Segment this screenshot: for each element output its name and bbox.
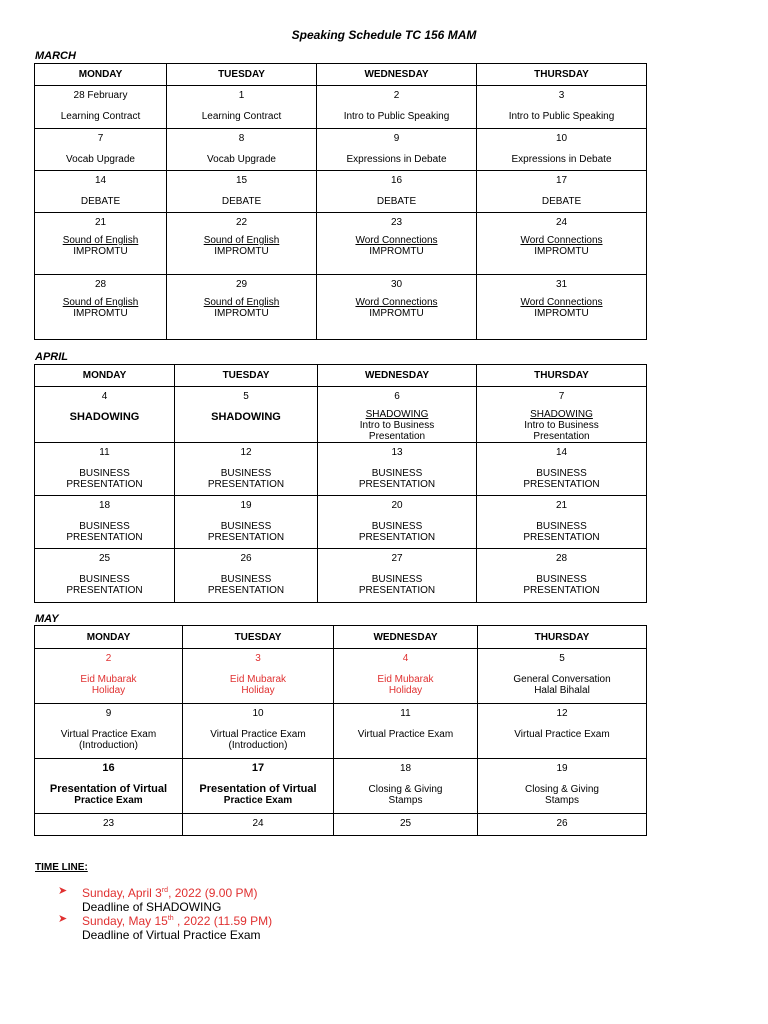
header-monday: MONDAY (35, 64, 167, 86)
date-number: 26 (240, 553, 252, 564)
activity-label: BUSINESS (79, 574, 130, 585)
schedule-cell (167, 129, 317, 171)
date-number: 19 (240, 500, 252, 511)
date-number: 5 (559, 653, 565, 664)
may-table (34, 625, 647, 836)
activity-label: SHADOWING (69, 411, 140, 423)
date-number: 16 (390, 175, 403, 186)
activity-label-2: Holiday (388, 685, 423, 696)
schedule-cell (175, 549, 318, 603)
date-number: 13 (391, 447, 403, 458)
date-number: 10 (252, 708, 264, 719)
date-number: 25 (399, 818, 412, 829)
date-number: 11 (400, 708, 411, 719)
schedule-cell (478, 814, 647, 836)
activity-label-2: Practice Exam (74, 795, 143, 806)
activity-label-2: (Introduction) (79, 740, 138, 751)
schedule-cell (35, 649, 183, 704)
schedule-cell (167, 86, 317, 129)
date-number: 7 (558, 391, 565, 402)
activity-label-2: PRESENTATION (66, 479, 143, 490)
activity-label: Intro to Public Speaking (343, 111, 450, 122)
page-title: Speaking Schedule TC 156 MAM (291, 28, 477, 42)
table-row (35, 759, 647, 814)
header-thursday: THURSDAY (477, 64, 647, 86)
schedule-cell (35, 496, 175, 549)
date-number: 21 (94, 217, 107, 228)
header-thursday: THURSDAY (478, 626, 647, 649)
table-row (35, 814, 647, 836)
date-number: 21 (555, 500, 568, 511)
activity-topic: SHADOWING (365, 409, 429, 420)
schedule-cell (478, 759, 647, 814)
schedule-cell (167, 171, 317, 213)
activity-topic: Word Connections (520, 235, 603, 246)
activity-topic: Sound of English (203, 297, 280, 308)
activity-topic: Sound of English (62, 297, 139, 308)
date-number: 18 (98, 500, 111, 511)
schedule-cell (478, 649, 647, 704)
table-header-row (35, 626, 647, 649)
schedule-cell (318, 549, 477, 603)
table-row (35, 171, 647, 213)
table-row (35, 213, 647, 275)
date-number: 12 (556, 708, 568, 719)
date-number: 3 (558, 90, 565, 101)
activity-label-2: (Introduction) (228, 740, 288, 751)
schedule-cell (183, 759, 334, 814)
schedule-cell (175, 496, 318, 549)
header-wednesday: WEDNESDAY (334, 626, 478, 649)
timeline-desc: Deadline of SHADOWING (82, 900, 222, 914)
schedule-cell (35, 129, 167, 171)
activity-label-2: Presentation (533, 431, 590, 442)
schedule-cell (35, 814, 183, 836)
activity-label: Presentation of Virtual (49, 783, 168, 795)
date-number: 10 (555, 133, 568, 144)
date-number: 12 (240, 447, 252, 458)
date-number: 20 (391, 500, 403, 511)
date-number: 23 (102, 818, 115, 829)
activity-label-2: PRESENTATION (66, 585, 143, 596)
date-number: 11 (99, 447, 110, 458)
activity-label: IMPROMTU (534, 246, 589, 257)
schedule-cell (317, 86, 477, 129)
activity-label: BUSINESS (79, 468, 130, 479)
date-number: 27 (391, 553, 403, 564)
date-number: 28 February (73, 90, 128, 101)
activity-topic: Word Connections (355, 235, 438, 246)
activity-label: DEBATE (221, 196, 262, 207)
activity-label: IMPROMTU (73, 246, 128, 257)
activity-topic: Word Connections (355, 297, 438, 308)
date-number: 16 (102, 762, 115, 774)
activity-label: BUSINESS (371, 521, 423, 532)
table-row (35, 387, 647, 443)
activity-label: DEBATE (80, 196, 121, 207)
date-number: 26 (556, 818, 568, 829)
date-number: 2 (105, 653, 112, 664)
schedule-cell (175, 443, 318, 496)
activity-topic: Sound of English (62, 235, 139, 246)
schedule-cell (477, 129, 647, 171)
activity-label: BUSINESS (220, 574, 272, 585)
april-table (34, 364, 647, 603)
activity-label-2: PRESENTATION (358, 532, 436, 543)
date-number: 19 (556, 763, 568, 774)
activity-label: Vocab Upgrade (207, 154, 276, 165)
activity-label-2: PRESENTATION (207, 585, 285, 596)
schedule-cell (478, 704, 647, 759)
activity-label: IMPROMTU (369, 246, 424, 257)
table-row (35, 129, 647, 171)
march-table (34, 63, 647, 340)
date-number: 14 (555, 447, 568, 458)
date-number: 1 (238, 90, 245, 101)
activity-label: DEBATE (376, 196, 417, 207)
date-number: 6 (394, 391, 400, 402)
date-number: 2 (393, 90, 400, 101)
schedule-cell (35, 704, 183, 759)
schedule-cell (35, 275, 167, 340)
activity-label: IMPROMTU (534, 308, 589, 319)
schedule-cell (183, 814, 334, 836)
table-row (35, 275, 647, 340)
activity-label: IMPROMTU (214, 308, 269, 319)
activity-topic: Sound of English (203, 235, 280, 246)
activity-label: Intro to Business (359, 420, 435, 431)
activity-label-2: PRESENTATION (66, 532, 143, 543)
activity-label: Closing & Giving (525, 784, 599, 795)
timeline-title: TIME LINE: (35, 862, 88, 873)
activity-label-2: Stamps (388, 795, 423, 806)
activity-label: Expressions in Debate (346, 154, 447, 165)
schedule-cell (175, 387, 318, 443)
table-row (35, 443, 647, 496)
schedule-cell (183, 704, 334, 759)
activity-label: IMPROMTU (369, 308, 424, 319)
date-number: 9 (393, 133, 400, 144)
timeline-date: Sunday, April 3rd, 2022 (9.00 PM) (82, 886, 258, 900)
schedule-cell (334, 704, 478, 759)
date-number: 30 (390, 279, 403, 290)
schedule-cell (318, 387, 477, 443)
date-number: 8 (238, 133, 245, 144)
schedule-cell (35, 213, 167, 275)
date-number: 5 (243, 391, 249, 402)
activity-label: Learning Contract (201, 111, 282, 122)
schedule-cell (35, 759, 183, 814)
schedule-cell (477, 443, 647, 496)
activity-label: BUSINESS (371, 468, 423, 479)
date-number: 7 (97, 133, 104, 144)
month-label-march: MARCH (35, 50, 76, 62)
activity-label: IMPROMTU (73, 308, 128, 319)
activity-label: Intro to Business (524, 420, 599, 431)
activity-label: Virtual Practice Exam (514, 729, 610, 740)
activity-label: BUSINESS (220, 521, 272, 532)
activity-label: BUSINESS (536, 468, 587, 479)
timeline-desc: Deadline of Virtual Practice Exam (82, 928, 261, 942)
activity-topic: SHADOWING (530, 409, 593, 420)
activity-label: SHADOWING (211, 411, 281, 423)
date-number: 14 (94, 175, 107, 186)
header-wednesday: WEDNESDAY (318, 365, 477, 387)
table-header-row (35, 365, 647, 387)
table-row (35, 496, 647, 549)
activity-label: Presentation of Virtual (199, 783, 317, 795)
activity-label: Intro to Public Speaking (508, 111, 615, 122)
activity-label: Eid Mubarak (229, 674, 287, 685)
activity-label-2: Holiday (91, 685, 126, 696)
header-tuesday: TUESDAY (183, 626, 334, 649)
date-number: 28 (555, 553, 568, 564)
activity-label: BUSINESS (220, 468, 272, 479)
header-tuesday: TUESDAY (175, 365, 318, 387)
schedule-cell (477, 549, 647, 603)
activity-label: BUSINESS (536, 574, 587, 585)
activity-label: Vocab Upgrade (66, 154, 135, 165)
date-number: 29 (235, 279, 248, 290)
date-number: 15 (235, 175, 248, 186)
date-number: 28 (94, 279, 107, 290)
schedule-cell (477, 496, 647, 549)
schedule-cell (318, 496, 477, 549)
arrow-icon: ➤ (58, 913, 68, 925)
month-label-april: APRIL (35, 351, 68, 363)
date-number: 23 (390, 217, 403, 228)
date-number: 3 (255, 653, 261, 664)
schedule-cell (167, 213, 317, 275)
date-number: 4 (101, 391, 108, 402)
activity-label: Eid Mubarak (377, 674, 434, 685)
header-thursday: THURSDAY (477, 365, 647, 387)
timeline-date: Sunday, May 15th , 2022 (11.59 PM) (82, 914, 273, 928)
schedule-cell (477, 387, 647, 443)
date-number: 22 (235, 217, 248, 228)
date-number: 9 (105, 708, 112, 719)
schedule-cell (167, 275, 317, 340)
activity-label-2: Halal Bihalal (534, 685, 590, 696)
activity-label: Learning Contract (60, 111, 141, 122)
schedule-cell (317, 129, 477, 171)
activity-label: Virtual Practice Exam (60, 729, 157, 740)
activity-label-2: PRESENTATION (207, 479, 285, 490)
schedule-cell (477, 275, 647, 340)
activity-label-2: Holiday (241, 685, 275, 696)
activity-label-2: PRESENTATION (207, 532, 285, 543)
activity-label: DEBATE (541, 196, 582, 207)
date-number: 17 (555, 175, 568, 186)
schedule-cell (317, 171, 477, 213)
activity-label: Expressions in Debate (511, 154, 612, 165)
date-number: 24 (555, 217, 568, 228)
activity-label-2: PRESENTATION (358, 585, 436, 596)
activity-label-2: Practice Exam (223, 795, 293, 806)
activity-label: IMPROMTU (214, 246, 269, 257)
month-label-may: MAY (35, 613, 59, 625)
header-tuesday: TUESDAY (167, 64, 317, 86)
schedule-cell (35, 549, 175, 603)
schedule-cell (317, 275, 477, 340)
activity-label: BUSINESS (371, 574, 423, 585)
date-number: 17 (251, 762, 265, 774)
activity-label: BUSINESS (79, 521, 130, 532)
schedule-cell (317, 213, 477, 275)
date-number: 18 (399, 763, 412, 774)
date-number: 4 (402, 653, 409, 664)
table-row (35, 86, 647, 129)
schedule-cell (35, 387, 175, 443)
schedule-cell (35, 171, 167, 213)
table-row (35, 704, 647, 759)
schedule-cell (477, 213, 647, 275)
activity-label-2: Presentation (368, 431, 426, 442)
table-header-row (35, 64, 647, 86)
activity-label-2: Stamps (545, 795, 579, 806)
date-number: 31 (555, 279, 568, 290)
activity-label-2: PRESENTATION (358, 479, 436, 490)
activity-label: Eid Mubarak (80, 674, 137, 685)
activity-label: Closing & Giving (368, 784, 443, 795)
activity-label: General Conversation (513, 674, 611, 685)
arrow-icon: ➤ (58, 885, 68, 897)
date-number: 24 (252, 818, 264, 829)
activity-label: Virtual Practice Exam (357, 729, 454, 740)
schedule-cell (334, 649, 478, 704)
schedule-cell (334, 759, 478, 814)
activity-label: BUSINESS (536, 521, 587, 532)
schedule-cell (183, 649, 334, 704)
schedule-cell (35, 86, 167, 129)
header-wednesday: WEDNESDAY (317, 64, 477, 86)
activity-label-2: PRESENTATION (523, 532, 600, 543)
schedule-cell (318, 443, 477, 496)
date-number: 25 (98, 553, 111, 564)
activity-label: Virtual Practice Exam (210, 729, 306, 740)
schedule-cell (35, 443, 175, 496)
schedule-cell (477, 171, 647, 213)
schedule-cell (477, 86, 647, 129)
header-monday: MONDAY (35, 365, 175, 387)
header-monday: MONDAY (35, 626, 183, 649)
activity-label-2: PRESENTATION (523, 585, 600, 596)
table-row (35, 549, 647, 603)
activity-topic: Word Connections (520, 297, 603, 308)
table-row (35, 649, 647, 704)
schedule-cell (334, 814, 478, 836)
activity-label-2: PRESENTATION (523, 479, 600, 490)
